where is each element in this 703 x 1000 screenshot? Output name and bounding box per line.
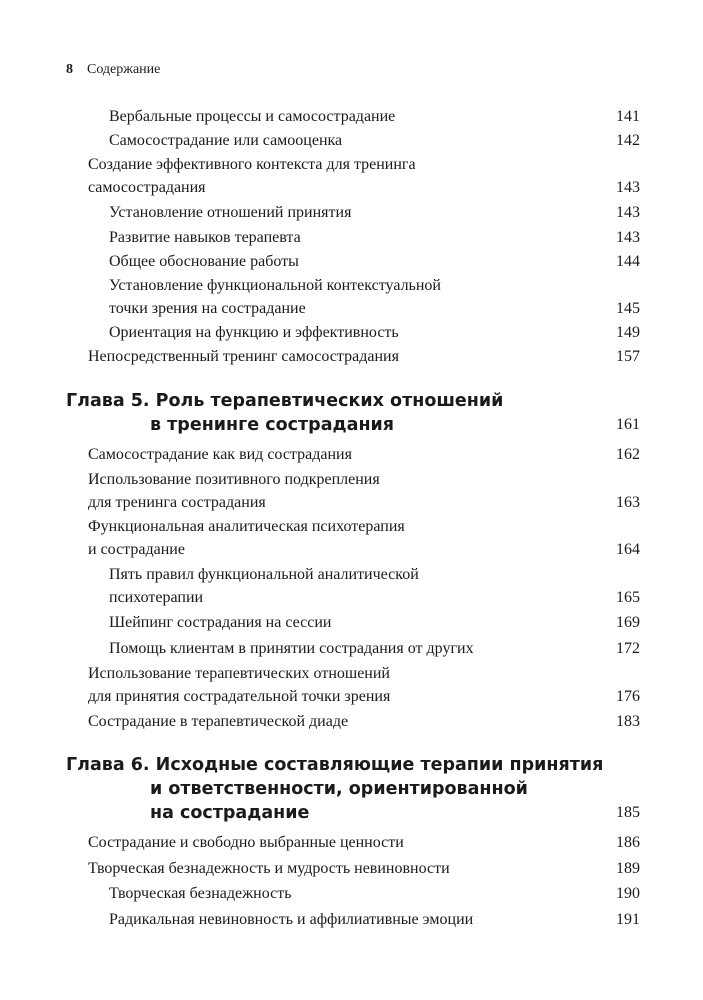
toc-entry-title: Творческая безнадежность и мудрость невиновности (88, 860, 450, 877)
chapter-title-continuation: в тренинге сострадания (150, 415, 395, 435)
toc-entry-title: Ориентация на функцию и эффективность (109, 324, 399, 341)
chapter-heading (66, 389, 640, 437)
chapter-page: 161 (616, 416, 640, 433)
toc-entry-title: Создание эффективного контекста для тренинга (88, 156, 416, 173)
toc-entry (66, 226, 640, 249)
table-of-contents (66, 0, 640, 1000)
toc-entry-title: Сострадание и свободно выбранные ценности (88, 834, 404, 851)
toc-entry-title: Непосредственный тренинг самосострадания (88, 348, 399, 365)
toc-entry-title-continuation: психотерапии (109, 589, 204, 606)
toc-entry (66, 908, 640, 931)
toc-entry-page: 176 (616, 688, 640, 705)
toc-entry-page: 157 (616, 348, 640, 365)
toc-entry (66, 857, 640, 880)
toc-entry (66, 105, 640, 128)
toc-entry-title-continuation: и сострадание (88, 541, 185, 558)
toc-entry (66, 468, 640, 514)
header-title: Содержание (87, 62, 161, 77)
toc-entry-page: 141 (616, 108, 640, 125)
toc-entry-title: Шейпинг сострадания на сессии (109, 614, 332, 631)
toc-entry (66, 637, 640, 660)
toc-entry-page: 189 (616, 860, 640, 877)
toc-entry-title: Вербальные процессы и самосострадание (109, 108, 396, 125)
header-page-number: 8 (66, 62, 73, 77)
toc-entry-page: 190 (616, 885, 640, 902)
toc-entry-title: Самосострадание как вид сострадания (88, 446, 352, 463)
toc-entry-title: Пять правил функциональной аналитической (109, 566, 419, 583)
toc-entry (66, 443, 640, 466)
toc-entry-title-continuation: точки зрения на сострадание (109, 300, 306, 317)
toc-entry-title: Установление отношений принятия (109, 204, 352, 221)
toc-entry-page: 142 (616, 132, 640, 149)
toc-entry-page: 183 (616, 713, 640, 730)
toc-entry (66, 201, 640, 224)
toc-entry-page: 149 (616, 324, 640, 341)
toc-entry-title-continuation: самосострадания (88, 179, 206, 196)
toc-entry-title: Функциональная аналитическая психотерапия (88, 518, 405, 535)
toc-entry-page: 163 (616, 494, 640, 511)
toc-entry-page: 165 (616, 589, 640, 606)
toc-entry-title: Творческая безнадежность (109, 885, 292, 902)
toc-entry-page: 143 (616, 179, 640, 196)
toc-entry-title: Развитие навыков терапевта (109, 229, 301, 246)
toc-entry (66, 611, 640, 634)
toc-entry-page: 144 (616, 253, 640, 270)
toc-entry-title: Установление функциональной контекстуальной (109, 277, 441, 294)
toc-entry (66, 321, 640, 344)
toc-entry-page: 145 (616, 300, 640, 317)
toc-entry (66, 153, 640, 199)
toc-entry-title-continuation: для принятия сострадательной точки зрения (88, 688, 391, 705)
chapter-title-continuation: и ответственности, ориентированной (150, 779, 528, 799)
toc-entry (66, 515, 640, 561)
toc-entry (66, 250, 640, 273)
toc-entry-title: Общее обоснование работы (109, 253, 299, 270)
toc-entry (66, 662, 640, 708)
chapter-page: 185 (616, 804, 640, 821)
toc-entry-page: 191 (616, 911, 640, 928)
toc-entry-page: 186 (616, 834, 640, 851)
toc-entry-title: Сострадание в терапевтической диаде (88, 713, 349, 730)
toc-entry (66, 882, 640, 905)
toc-entry (66, 563, 640, 609)
chapter-heading (66, 753, 640, 825)
toc-entry-title: Самосострадание или самооценка (109, 132, 343, 149)
toc-entry-title: Использование терапевтических отношений (88, 665, 390, 682)
toc-entry-title: Радикальная невиновность и аффилиативные эмоции (109, 911, 474, 928)
toc-entry (66, 129, 640, 152)
toc-entry (66, 345, 640, 368)
toc-entry-page: 169 (616, 614, 640, 631)
toc-entry-page: 143 (616, 204, 640, 221)
toc-entry-title: Помощь клиентам в принятии сострадания от других (109, 640, 474, 657)
toc-entry-title-continuation: для тренинга сострадания (88, 494, 266, 511)
toc-entry (66, 274, 640, 320)
toc-entry-page: 172 (616, 640, 640, 657)
toc-entry-page: 143 (616, 229, 640, 246)
chapter-title: Глава 5. Роль терапевтических отношений (66, 391, 504, 411)
chapter-title-continuation: на сострадание (150, 803, 310, 823)
chapter-title: Глава 6. Исходные составляющие терапии принятия (66, 755, 604, 775)
toc-entry-title: Использование позитивного подкрепления (88, 471, 380, 488)
toc-entry (66, 710, 640, 733)
toc-entry-page: 164 (616, 541, 640, 558)
toc-entry-page: 162 (616, 446, 640, 463)
toc-entry (66, 831, 640, 854)
